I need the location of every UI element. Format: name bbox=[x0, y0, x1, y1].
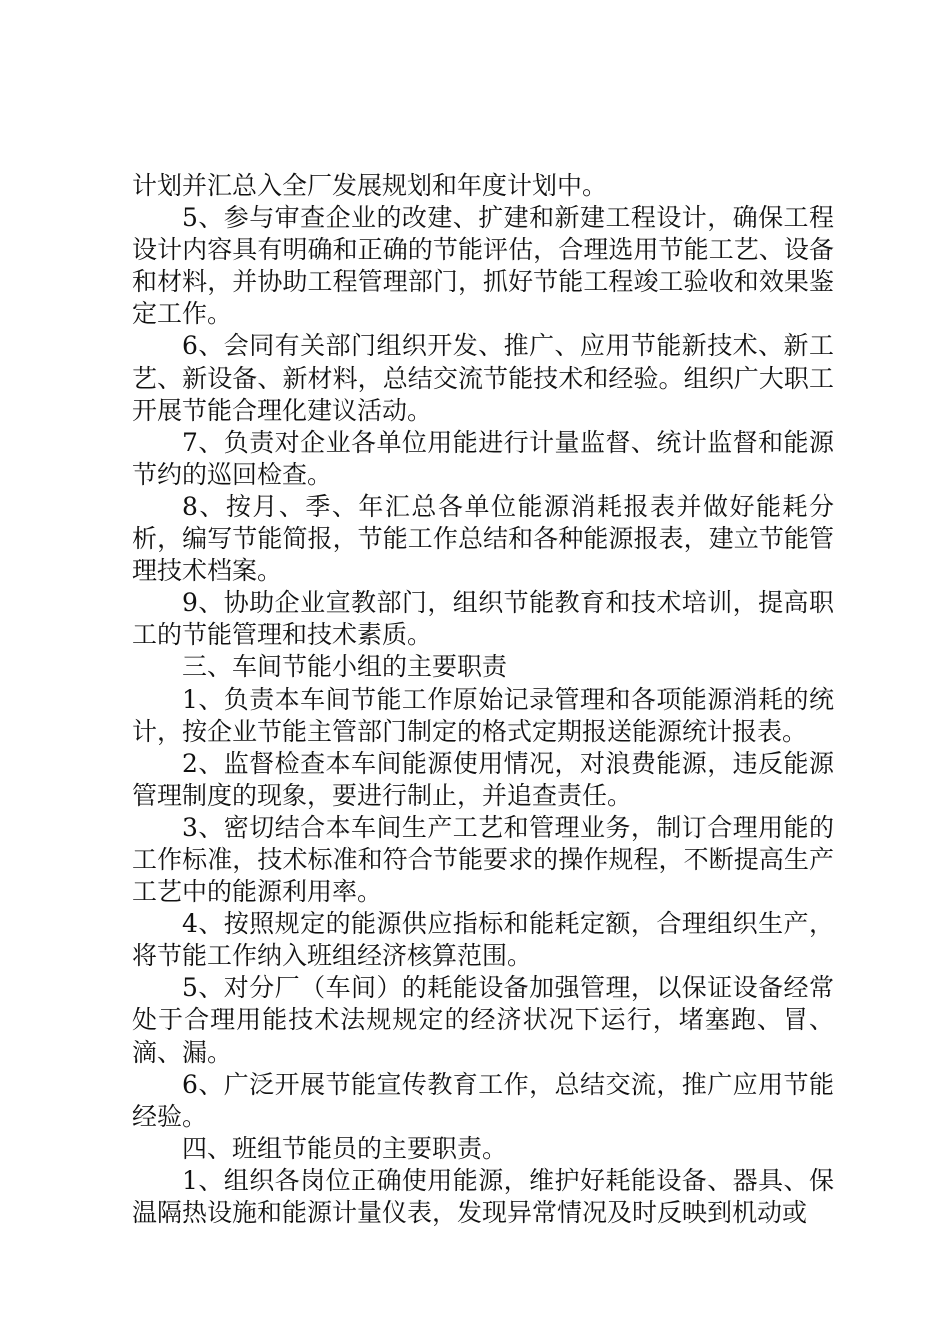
paragraph-item-8: 8、按月、季、年汇总各单位能源消耗报表并做好能耗分析，编写节能简报，节能工作总结和各种能源报表，建立节能管理技术档案。 bbox=[132, 491, 834, 586]
paragraph-item-6: 6、会同有关部门组织开发、推广、应用节能新技术、新工艺、新设备、新材料，总结交流节能技术和经验。组织广大职工开展节能合理化建议活动。 bbox=[132, 331, 834, 425]
section-heading-3: 三、车间节能小组的主要职责 bbox=[182, 652, 508, 682]
document-body bbox=[132, 170, 834, 1229]
section-heading-4: 四、班组节能员的主要职责。 bbox=[182, 1133, 508, 1163]
paragraph-workshop-item-2: 2、监督检查本车间能源使用情况，对浪费能源，违反能源管理制度的现象，要进行制止，并追查责任。 bbox=[132, 748, 834, 810]
paragraph-workshop-item-3: 3、密切结合本车间生产工艺和管理业务，制订合理用能的工作标准，技术标准和符合节能要求的操作规程，不断提高生产工艺中的能源利用率。 bbox=[132, 812, 834, 907]
paragraph-workshop-item-6: 6、广泛开展节能宣传教育工作，总结交流，推广应用节能经验。 bbox=[132, 1069, 834, 1131]
paragraph-workshop-item-5: 5、对分厂（车间）的耗能设备加强管理，以保证设备经常处于合理用能技术法规规定的经济状况下运行，堵塞跑、冒、滴、漏。 bbox=[132, 973, 834, 1067]
paragraph-team-item-1: 1、组织各岗位正确使用能源，维护好耗能设备、器具、保温隔热设施和能源计量仪表，发现异常情况及时反映到机动或 bbox=[132, 1165, 834, 1227]
paragraph-workshop-item-4: 4、按照规定的能源供应指标和能耗定额，合理组织生产，将节能工作纳入班组经济核算范围。 bbox=[132, 909, 834, 971]
paragraph-workshop-item-1: 1、负责本车间节能工作原始记录管理和各项能源消耗的统计，按企业节能主管部门制定的格式定期报送能源统计报表。 bbox=[132, 684, 834, 746]
paragraph-continuation: 计划并汇总入全厂发展规划和年度计划中。 bbox=[132, 171, 608, 200]
paragraph-item-7: 7、负责对企业各单位用能进行计量监督、统计监督和能源节约的巡回检查。 bbox=[132, 427, 834, 489]
paragraph-item-5: 5、参与审查企业的改建、扩建和新建工程设计，确保工程设计内容具有明确和正确的节能评估，合理选用节能工艺、设备和材料，并协助工程管理部门，抓好节能工程竣工验收和效果鉴定工作。 bbox=[132, 203, 834, 329]
paragraph-item-9: 9、协助企业宣教部门，组织节能教育和技术培训，提高职工的节能管理和技术素质。 bbox=[132, 588, 834, 650]
